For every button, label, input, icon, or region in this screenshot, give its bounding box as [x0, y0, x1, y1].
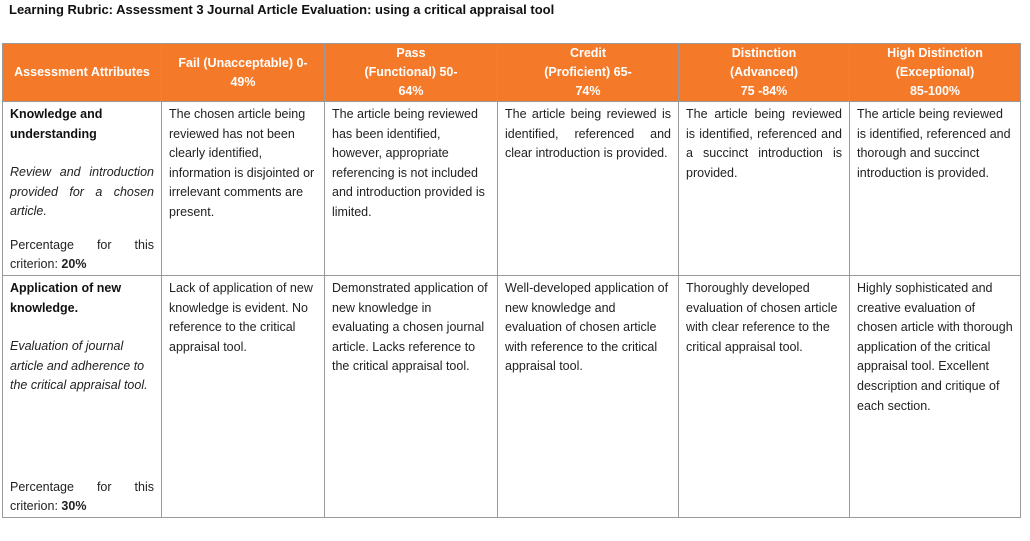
- criterion-cell: [3, 276, 162, 518]
- rubric-cell-high-distinction: Highly sophisticated and creative evaluation of chosen article with thorough application of the critical appraisal tool. Excellent description and critique of each section.: [850, 276, 1021, 518]
- rubric-cell-fail: Lack of application of new knowledge is evident. No reference to the critical appraisal tool.: [162, 276, 325, 518]
- header-credit: Credit (Proficient) 65- 74%: [498, 44, 679, 102]
- criterion-name: Application of new knowledge.: [10, 281, 122, 315]
- rubric-cell-distinction: Thoroughly developed evaluation of chosen article with clear reference to the critical appraisal tool.: [679, 276, 850, 518]
- criterion-cell: [3, 102, 162, 276]
- rubric-cell-fail: The chosen article being reviewed has not been clearly identified, information is disjointed or irrelevant comments are present.: [162, 102, 325, 276]
- header-row: [3, 44, 1021, 102]
- rubric-cell-credit: The article being reviewed is identified, referenced and clear introduction is provided.: [498, 102, 679, 276]
- criterion-percentage: Percentage for this criterion: 30%: [10, 479, 154, 514]
- criterion-description: Review and introduction provided for a chosen article.: [10, 165, 154, 219]
- criterion-percentage: Percentage for this criterion: 20%: [10, 237, 154, 272]
- header-fail: Fail (Unacceptable) 0- 49%: [162, 44, 325, 102]
- page-title: Learning Rubric: Assessment 3 Journal Article Evaluation: using a critical appraisal tool: [9, 2, 555, 17]
- criterion-name: Knowledge and understanding: [10, 107, 103, 141]
- rubric-table: [2, 43, 1021, 518]
- header-assessment-attributes: Assessment Attributes: [3, 44, 162, 102]
- header-high-distinction: High Distinction (Exceptional) 85-100%: [850, 44, 1021, 102]
- rubric-cell-high-distinction: The article being reviewed is identified, referenced and thorough and succinct introduction is provided.: [850, 102, 1021, 276]
- criterion-description: Evaluation of journal article and adherence to the critical appraisal tool.: [10, 339, 148, 393]
- header-pass: Pass (Functional) 50- 64%: [325, 44, 498, 102]
- rubric-cell-distinction: The article being reviewed is identified, referenced and a succinct introduction is provided.: [679, 102, 850, 276]
- rubric-cell-pass: Demonstrated application of new knowledge in evaluating a chosen journal article. Lacks reference to the critical appraisal tool.: [325, 276, 498, 518]
- rubric-cell-credit: Well-developed application of new knowledge and evaluation of chosen article with reference to the critical appraisal tool.: [498, 276, 679, 518]
- criterion-row-application: [3, 276, 1021, 518]
- rubric-cell-pass: The article being reviewed has been identified, however, appropriate referencing is not included and introduction provided is limited.: [325, 102, 498, 276]
- header-distinction: Distinction (Advanced) 75 -84%: [679, 44, 850, 102]
- criterion-row-knowledge: [3, 102, 1021, 276]
